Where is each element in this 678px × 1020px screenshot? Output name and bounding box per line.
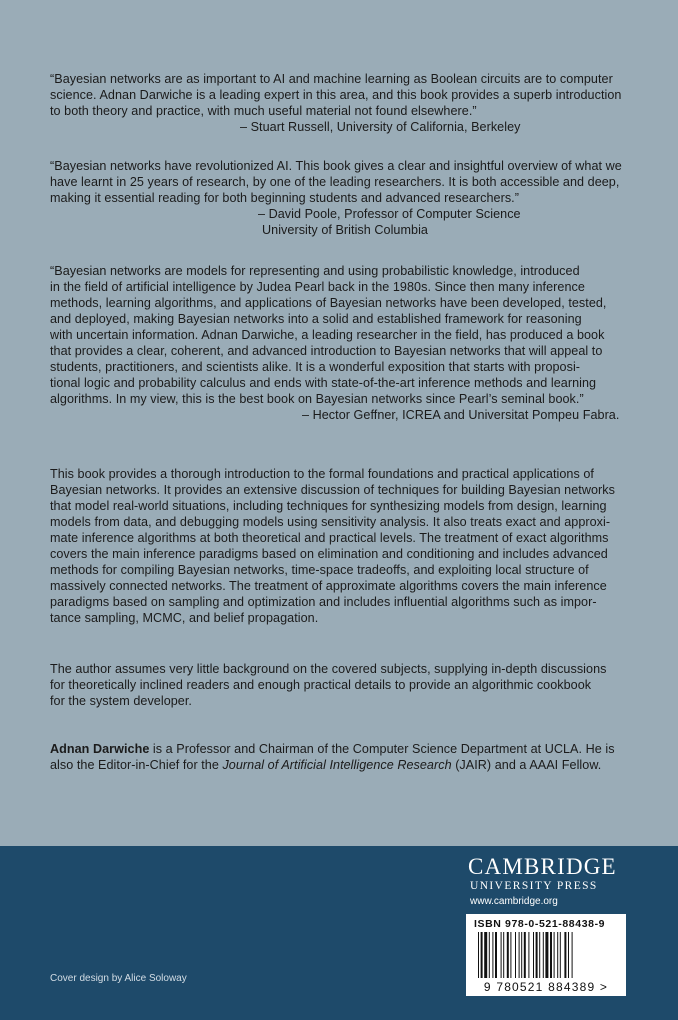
quote-russell — [50, 71, 640, 135]
quote-line: to both theory and practice, with much useful material not found elsewhere.” — [50, 104, 477, 118]
quote-line: “Bayesian networks are as important to AI and machine learning as Boolean circuits are to computer — [50, 72, 613, 86]
quote-line: “Bayesian networks are models for representing and using probabilistic knowledge, introduced — [50, 264, 580, 278]
barcode-bar — [536, 932, 538, 978]
quote-attribution: – David Poole, Professor of Computer Science — [258, 207, 521, 221]
barcode-bar — [489, 932, 490, 978]
barcode-bar — [557, 932, 558, 978]
bio-text: is a Professor and Chairman of the Computer Science Department at UCLA. He is — [149, 742, 615, 756]
journal-title: Journal of Artificial Intelligence Research — [222, 758, 452, 772]
quote-attribution: – Stuart Russell, University of California, Berkeley — [240, 120, 521, 134]
barcode-bar — [568, 932, 569, 978]
isbn-barcode — [466, 914, 626, 996]
quote-line: tional logic and probability calculus and ends with state-of-the-art inference methods and learning — [50, 376, 597, 390]
barcode-bar — [524, 932, 526, 978]
description-line: tance sampling, MCMC, and belief propagation. — [50, 611, 319, 625]
description-line: mate inference algorithms at both theoretical and practical levels. The treatment of exact algorithms — [50, 531, 609, 545]
barcode-bar — [528, 932, 529, 978]
bio-line-2 — [50, 757, 640, 773]
barcode-bar — [501, 932, 502, 978]
description-line: This book provides a thorough introduction to the formal foundations and practical applications of — [50, 467, 594, 481]
author-name: Adnan Darwiche — [50, 742, 150, 756]
book-description — [50, 466, 640, 626]
description-line: models from data, and debugging models using sensitivity analysis. It also treats exact and approxi- — [50, 515, 611, 529]
description-line: methods for compiling Bayesian networks, time-space tradeoffs, and exploiting local structure of — [50, 563, 589, 577]
barcode-bar — [484, 932, 487, 978]
quote-poole — [50, 158, 640, 238]
barcode-bar — [545, 932, 548, 978]
quote-line: in the field of artificial intelligence by Judea Pearl back in the 1980s. Since then many inference — [50, 280, 585, 294]
audience-paragraph — [50, 661, 640, 709]
barcode-bar — [554, 932, 555, 978]
barcode-bar — [564, 932, 566, 978]
description-line: paradigms based on sampling and optimization and includes influential algorithms such as impor- — [50, 595, 597, 609]
quote-attribution: – Hector Geffner, ICREA and Universitat Pompeu Fabra. — [302, 408, 620, 422]
description-line: massively connected networks. The treatment of approximate algorithms covers the main inference — [50, 579, 607, 593]
barcode-bar — [478, 932, 479, 978]
quote-line: science. Adnan Darwiche is a leading expert in this area, and this book provides a superb introduction — [50, 88, 622, 102]
quote-line: and deployed, making Bayesian networks into a solid and established framework for reasoning — [50, 312, 582, 326]
barcode-bar — [515, 932, 516, 978]
audience-line: for theoretically inclined readers and enough practical details to provide an algorithmic cookbook — [50, 678, 592, 692]
bio-line-1 — [50, 741, 640, 757]
audience-line: The author assumes very little background on the covered subjects, supplying in-depth discussions — [50, 662, 607, 676]
publisher-url: www.cambridge.org — [470, 896, 558, 907]
description-line: that model real-world situations, including techniques for synthesizing models from design, learning — [50, 499, 607, 513]
quote-line: methods, learning algorithms, and applications of Bayesian networks have been developed, tested, — [50, 296, 607, 310]
audience-line: for the system developer. — [50, 694, 192, 708]
barcode-bar — [543, 932, 544, 978]
barcode-bar — [519, 932, 520, 978]
barcode-bar — [507, 932, 509, 978]
quote-line: that provides a clear, coherent, and advanced introduction to Bayesian networks that will appeal to — [50, 344, 603, 358]
quote-attribution-affiliation: University of British Columbia — [262, 223, 428, 237]
barcode-bar — [521, 932, 522, 978]
description-line: Bayesian networks. It provides an extensive discussion of techniques for building Bayesian networks — [50, 483, 615, 497]
quote-line: students, practitioners, and scientists alike. It is a wonderful exposition that starts with proposi- — [50, 360, 581, 374]
isbn-label: ISBN 978-0-521-88438-9 — [474, 918, 606, 930]
barcode-bar — [550, 932, 552, 978]
quote-line: with uncertain information. Adnan Darwiche, a leading researcher in the field, has produced a book — [50, 328, 605, 342]
barcode-bar — [495, 932, 497, 978]
publisher-logo-name: CAMBRIDGE — [468, 854, 617, 879]
barcode-bar — [481, 932, 483, 978]
description-line: covers the main inference paradigms based on elimination and conditioning and includes advanced — [50, 547, 608, 561]
bio-text: also the Editor-in-Chief for the — [50, 758, 223, 772]
quote-line: “Bayesian networks have revolutionized AI. This book gives a clear and insightful overview of what we — [50, 159, 622, 173]
barcode-bar — [503, 932, 504, 978]
author-bio — [50, 741, 640, 773]
barcode-bar — [539, 932, 540, 978]
quote-geffner — [50, 263, 640, 423]
barcode-bar — [572, 932, 573, 978]
quote-line: have learnt in 25 years of research, by one of the leading researchers. It is both accessible and deep, — [50, 175, 620, 189]
cover-design-credit: Cover design by Alice Soloway — [50, 973, 187, 984]
quote-line: algorithms. In my view, this is the best book on Bayesian networks since Pearl’s seminal book.” — [50, 392, 584, 406]
publisher-logo-subtitle: UNIVERSITY PRESS — [470, 880, 598, 892]
barcode-bars-icon — [474, 932, 618, 980]
barcode-bar — [510, 932, 511, 978]
barcode-bar — [560, 932, 561, 978]
quote-line: making it essential reading for both beginning students and advanced researchers.” — [50, 191, 519, 205]
barcode-bar — [533, 932, 534, 978]
bio-text: (JAIR) and a AAAI Fellow. — [451, 758, 602, 772]
barcode-digits: 9 780521 884389 > — [483, 980, 609, 994]
barcode-bar — [492, 932, 493, 978]
